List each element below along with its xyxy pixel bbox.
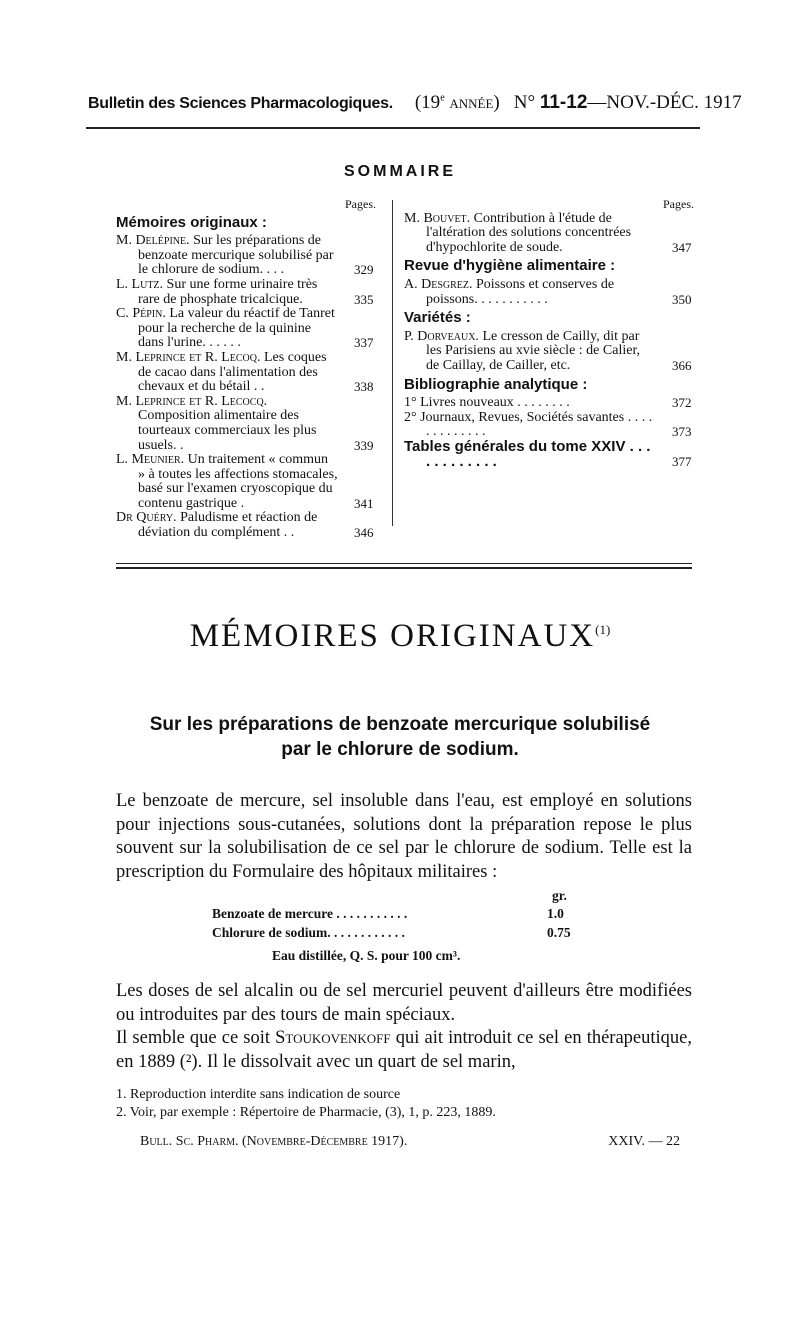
footnote: 2. Voir, par exemple : Répertoire de Pharmacie, (3), 1, p. 223, 1889. <box>116 1105 496 1120</box>
sommaire-left-column <box>116 197 376 541</box>
footnote: 1. Reproduction interdite sans indication de source <box>116 1087 401 1102</box>
formula-unit: gr. <box>552 888 567 903</box>
sommaire-entry: M. Bouvet. Contribution à l'étude de l'altération des solutions concentrées d'hypochlorite de soude. 347 <box>404 210 692 255</box>
section-rule-top <box>116 563 692 564</box>
running-header <box>88 92 742 114</box>
sommaire-entry: L. Lutz. Sur une forme urinaire très rare de phosphate tricalcique. 335 <box>116 276 374 307</box>
entry-author: C. Pépin. <box>116 306 170 322</box>
footnotes <box>116 1086 692 1122</box>
sommaire-entry: 2° Journaux, Revues, Sociétés savantes . . . . . . . . . . . . . 373 <box>404 409 692 440</box>
entry-title: Contribution à l'étude de l'altération des solutions concentrées d'hypochlorite de soude. <box>426 210 632 255</box>
issue-label: N° 11-12—NOV.-DÉC. 1917 <box>513 92 742 113</box>
entry-title: La valeur du réactif de Tanret pour la recherche de la quinine dans l'urine. . . . . . <box>138 306 335 351</box>
section-rule-bottom <box>116 567 692 569</box>
sommaire-entry: M. Leprince et R. Lecocq. Composition alimentaire des tourteaux commerciaux les plus usuels. . 339 <box>116 393 374 453</box>
journal-name: Bulletin des Sciences Pharmacologiques. <box>88 95 393 112</box>
header-rule <box>86 127 700 129</box>
page-footer <box>140 1134 680 1150</box>
sommaire-section-heading: Revue d'hygiène alimentaire : <box>404 257 616 275</box>
sommaire-entry: C. Pépin. La valeur du réactif de Tanret pour la recherche de la quinine dans l'urine. . . . . . 337 <box>116 306 374 351</box>
entry-title: Poissons et conserves de poissons. . . . . . . . . . . <box>426 276 615 307</box>
sommaire-entry: M. Leprince et R. Lecoq. Les coques de cacao dans l'alimentation des chevaux et du bétail . . 338 <box>116 349 374 395</box>
column-divider <box>392 200 393 526</box>
sommaire-section-heading: Mémoires originaux : <box>116 213 267 231</box>
main-title: MÉMOIRES ORIGINAUX$^{(1)}$ <box>189 618 611 654</box>
entry-author: L. Lutz. <box>116 276 167 292</box>
sommaire-title: SOMMAIRE <box>344 163 456 180</box>
sommaire-right-column <box>404 197 694 469</box>
sommaire-entry: A. Desgrez. Poissons et conserves de poissons. . . . . . . . . . . 350 <box>404 276 692 307</box>
entry-title: Un traitement « commun » à toutes les affections stomacales, basé sur l'examen cryoscopique du contenu gastrique . <box>138 452 338 511</box>
sommaire-entry: Tables générales du tome XXIV . . . . . . . . . . . . 377 <box>404 437 692 470</box>
sommaire-entry: L. Meunier. Un traitement « commun » à toutes les affections stomacales, basé sur l'examen cryoscopique du contenu gastrique . 341 <box>116 452 374 511</box>
pages-label: Pages. <box>345 197 376 211</box>
article-title: Sur les préparations de benzoate mercurique solubilisé par le chlorure de sodium. <box>149 714 651 760</box>
sommaire-entry: M. Delépine. Sur les préparations de benzoate mercurique solubilisé par le chlorure de sodium. . . . 329 <box>116 233 374 278</box>
formula-row: Benzoate de mercure . . . . . . . . . . . 1.0 <box>212 906 564 921</box>
sommaire-entry: 1° Livres nouveaux . . . . . . . . 372 <box>404 395 692 411</box>
year-label: (19e année) <box>414 92 500 113</box>
article-paragraph-1: Le benzoate de mercure, sel insoluble dans l'eau, est employé en solutions pour injections sous-cutanées, solutions dont la préparation repose le plus souvent sur la solubilisation de ce sel par le chlorure de sodium. Telle est la prescription du Formulaire des hôpitaux militaires : <box>116 791 692 882</box>
sommaire-section-heading: Bibliographie analytique : <box>404 375 588 393</box>
entry-author: M. Delépine. <box>116 233 194 249</box>
sommaire-entry: Dr Quéry. Paludisme et réaction de déviation du complément . . 346 <box>116 510 374 541</box>
entry-title: Les coques de cacao dans l'alimentation des chevaux et du bétail . . <box>138 349 327 395</box>
entry-title: Le cresson de Cailly, dit par les Parisiens au xvie siècle : de Calier, de Caillay, de Cailler, etc. <box>426 328 641 373</box>
article-paragraph-2: Les doses de sel alcalin ou de sel mercuriel peuvent d'ailleurs être modifiées ou introduites par des tours de main spéciaux. <box>116 981 692 1025</box>
entry-title: 2° Journaux, Revues, Sociétés savantes . . . . . . . . . . . . . <box>404 409 653 440</box>
entry-title: Tables générales du tome XXIV . . . . . . . . . . . . <box>404 437 651 470</box>
entry-author: M. Leprince et R. Lecocq. <box>116 393 268 409</box>
entry-author: P. Dorveaux. <box>404 328 483 344</box>
formula-water: Eau distillée, Q. S. pour 100 cm³. <box>272 948 461 963</box>
entry-author: M. Leprince et R. Lecoq. <box>116 349 264 365</box>
entry-author: A. Desgrez. <box>404 276 476 292</box>
entry-title: Sur une forme urinaire très rare de phosphate tricalcique. <box>138 276 318 307</box>
sommaire-entry: P. Dorveaux. Le cresson de Cailly, dit par les Parisiens au xvie siècle : de Calier, de Caillay, de Cailler, etc. 366 <box>404 328 692 373</box>
sommaire-section-heading: Variétés : <box>404 309 471 327</box>
formula-row: Chlorure de sodium. . . . . . . . . . . . 0.75 <box>212 925 571 940</box>
article-paragraph-3: Il semble que ce soit Stoukovenkoff qui ait introduit ce sel en thérapeutique, en 1889 (²). Il le dissolvait avec un quart de sel marin, <box>116 1028 692 1072</box>
pages-label: Pages. <box>663 197 694 211</box>
entry-title: Sur les préparations de benzoate mercurique solubilisé par le chlorure de sodium. . . . <box>138 233 334 278</box>
entry-author: L. Meunier. <box>116 452 188 468</box>
entry-title: 1° Livres nouveaux . . . . . . . . <box>404 395 570 411</box>
footer-page: XXIV. — 22 <box>608 1134 680 1149</box>
footer-citation: Bull. Sc. Pharm. (Novembre-Décembre 1917). <box>140 1134 408 1149</box>
entry-title: Paludisme et réaction de déviation du complément . . <box>138 510 318 541</box>
entry-author: M. Bouvet. <box>404 210 474 226</box>
entry-author: Dr Quéry. <box>116 510 181 526</box>
entry-title: Composition alimentaire des tourteaux commerciaux les plus usuels. . <box>138 408 317 453</box>
